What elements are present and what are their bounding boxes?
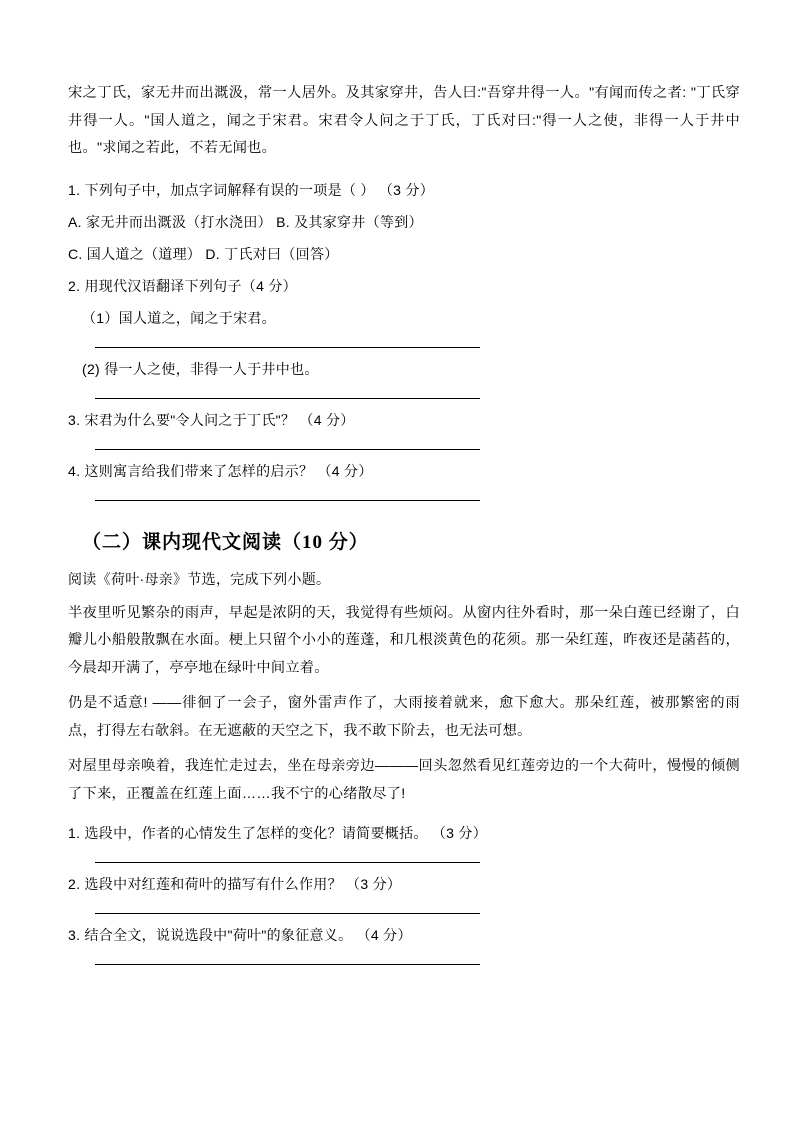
classical-question-4: 4. 这则寓言给我们带来了怎样的启示？ （4 分）: [68, 462, 373, 479]
answer-line[interactable]: [95, 862, 480, 863]
answer-line[interactable]: [95, 449, 480, 450]
classical-question-3: 3. 宋君为什么要"令人问之于丁氏"？ （4 分）: [68, 411, 355, 428]
answer-line[interactable]: [95, 347, 480, 348]
answer-line[interactable]: [95, 500, 480, 501]
modern-reading-lead-in: 阅读《荷叶·母亲》节选，完成下列小题。: [68, 570, 331, 587]
answer-line[interactable]: [95, 913, 480, 914]
modern-passage-paragraph-2: 仍是不适意! ——徘徊了一会子，窗外雷声作了，大雨接着就来，愈下愈大。那朵红莲，被那繁密的雨点，打得左右欹斜。在无遮蔽的天空之下，我不敢下阶去，也无法可想。: [68, 695, 740, 739]
modern-passage-paragraph-3: 对屋里母亲唤着，我连忙走过去，坐在母亲旁边———回头忽然看见红莲旁边的一个大荷叶，慢慢的倾侧了下来，正覆盖在红莲上面……我不宁的心绪散尽了!: [68, 758, 740, 802]
modern-question-3: 3. 结合全文，说说选段中"荷叶"的象征意义。 （4 分）: [68, 927, 412, 943]
modern-question-2: 2. 选段中对红莲和荷叶的描写有什么作用？ （3 分）: [68, 876, 402, 892]
classical-question-2-sub-1: （1）国人道之，闻之于宋君。: [82, 309, 276, 326]
classical-question-1-options-line-2: C. 国人道之（道理） D. 丁氏对曰（回答）: [68, 245, 339, 262]
answer-line[interactable]: [95, 964, 480, 965]
classical-question-2: 2. 用现代汉语翻译下列句子（4 分）: [68, 277, 297, 294]
classical-question-1: 1. 下列句子中，加点字词解释有误的一项是（ ） （3 分）: [68, 181, 435, 198]
classical-question-2-sub-2: (2) 得一人之使，非得一人于井中也。: [82, 360, 319, 377]
classical-passage-text: 宋之丁氏，家无井而出溉汲，常一人居外。及其家穿井，告人曰:"吾穿井得一人。"有闻而传之者: "丁氏穿井得一人。"国人道之，闻之于宋君。宋君令人问之于丁氏，丁氏对曰:"得一人之使，非得一人于井中也。"求闻之若此，不若无闻也。: [68, 85, 740, 156]
classical-question-1-options-line-1: A. 家无井而出溉汲（打水浇田） B. 及其家穿井（等到）: [68, 213, 423, 230]
modern-reading-section-heading: （二）课内现代文阅读（10 分）: [82, 531, 369, 553]
modern-question-1: 1. 选段中，作者的心情发生了怎样的变化？请简要概括。 （3 分）: [68, 825, 488, 841]
modern-passage-paragraph-1: 半夜里听见繁杂的雨声，早起是浓阴的天，我觉得有些烦闷。从窗内往外看时，那一朵白莲已经谢了，白瓣儿小船般散飘在水面。梗上只留个小小的莲蓬，和几根淡黄色的花须。那一朵红莲，昨夜还是菡萏的，今晨却开满了，亭亭地在绿叶中间立着。: [68, 604, 740, 676]
answer-line[interactable]: [95, 398, 480, 399]
